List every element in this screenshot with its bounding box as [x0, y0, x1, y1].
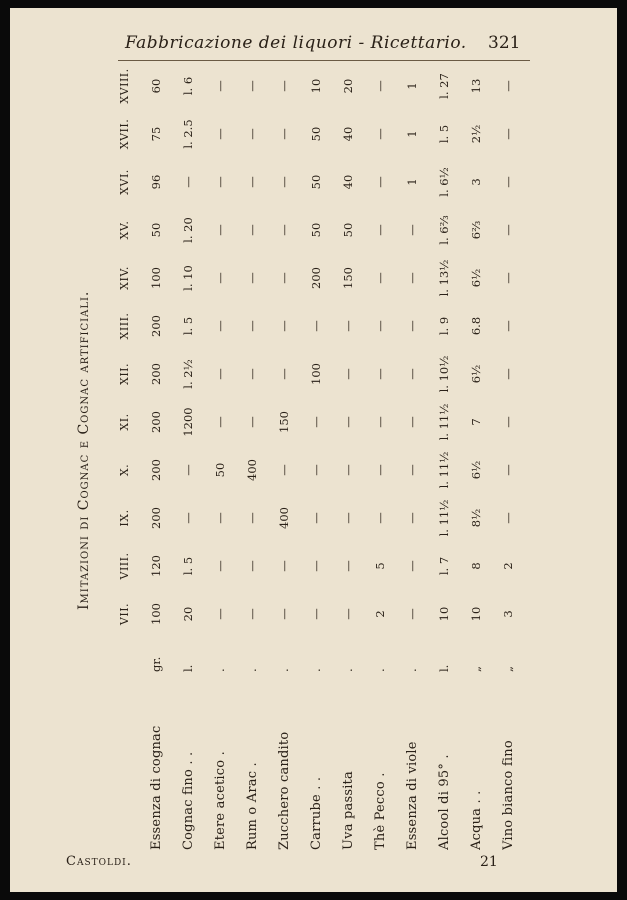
- quantity-cell: —: [405, 224, 419, 236]
- quantity-cell: —: [373, 176, 387, 188]
- ingredient-label: Essenza di viole: [404, 741, 420, 850]
- quantity-cell: —: [309, 464, 323, 476]
- quantity-cell: —: [277, 128, 291, 140]
- table-row: [492, 62, 524, 850]
- table-row: [172, 62, 204, 850]
- table-row: [140, 62, 172, 850]
- quantity-cell: —: [341, 320, 355, 332]
- ingredient-label: Etere acetico .: [212, 751, 228, 850]
- quantity-cell: 60: [149, 78, 163, 94]
- quantity-cell: —: [277, 608, 291, 620]
- quantity-cell: l. 10½: [437, 355, 451, 393]
- quantity-cell: —: [245, 128, 259, 140]
- quantity-cell: —: [213, 416, 227, 428]
- table-row: [364, 62, 396, 850]
- quantity-cell: 50: [341, 222, 355, 238]
- table-row: [204, 62, 236, 850]
- table-row: [332, 62, 364, 850]
- unit-cell: .: [245, 668, 259, 672]
- quantity-cell: —: [501, 464, 515, 476]
- quantity-cell: —: [373, 512, 387, 524]
- quantity-cell: —: [341, 464, 355, 476]
- quantity-cell: —: [501, 368, 515, 380]
- quantity-cell: 2: [373, 610, 387, 618]
- quantity-cell: —: [213, 80, 227, 92]
- quantity-cell: l. 27: [437, 73, 451, 99]
- column-header: XIV.: [117, 266, 131, 290]
- unit-cell: .: [309, 668, 323, 672]
- ingredient-label: Acqua . .: [468, 790, 484, 850]
- table-row: [460, 62, 492, 850]
- column-header: XII.: [117, 362, 131, 386]
- quantity-cell: l. 6⅔: [437, 215, 451, 245]
- quantity-cell: 20: [181, 606, 195, 622]
- quantity-cell: —: [245, 272, 259, 284]
- column-header: VII.: [117, 602, 131, 626]
- quantity-cell: —: [213, 368, 227, 380]
- unit-cell: l.: [181, 664, 195, 672]
- quantity-cell: —: [341, 608, 355, 620]
- quantity-cell: —: [341, 368, 355, 380]
- quantity-cell: 50: [213, 462, 227, 478]
- quantity-cell: —: [405, 464, 419, 476]
- quantity-cell: 13: [469, 78, 483, 94]
- column-header: XV.: [117, 220, 131, 240]
- quantity-cell: —: [245, 80, 259, 92]
- quantity-cell: —: [501, 416, 515, 428]
- quantity-cell: l. 7: [437, 556, 451, 576]
- quantity-cell: 10: [309, 78, 323, 94]
- quantity-cell: 50: [309, 222, 323, 238]
- ingredient-label: Cognac fino . .: [180, 751, 196, 850]
- quantity-cell: 1200: [181, 407, 195, 437]
- unit-cell: gr.: [149, 656, 163, 672]
- quantity-cell: 150: [277, 411, 291, 433]
- footer-signature: 21: [480, 854, 498, 870]
- column-header: VIII.: [117, 552, 131, 580]
- quantity-cell: 200: [149, 363, 163, 385]
- quantity-cell: —: [501, 176, 515, 188]
- quantity-cell: —: [245, 560, 259, 572]
- quantity-cell: l. 5: [437, 124, 451, 144]
- quantity-cell: l. 6: [181, 76, 195, 96]
- quantity-cell: 200: [149, 507, 163, 529]
- quantity-cell: l. 9: [437, 316, 451, 336]
- quantity-cell: 50: [149, 222, 163, 238]
- quantity-cell: —: [213, 560, 227, 572]
- page-number: 321: [488, 33, 521, 53]
- quantity-cell: l. 11½: [437, 499, 451, 537]
- running-title: Fabbricazione dei liquori - Ricettario.: [125, 33, 467, 53]
- quantity-cell: —: [245, 416, 259, 428]
- table-heading: Imitazioni di Cognac e Cognac artificiali.: [76, 290, 92, 610]
- quantity-cell: —: [373, 80, 387, 92]
- table-row: [268, 62, 300, 850]
- quantity-cell: —: [181, 176, 195, 188]
- quantity-cell: 1: [405, 178, 419, 186]
- footer-publisher: Castoldi.: [66, 854, 132, 869]
- recipe-table: [108, 62, 524, 850]
- ingredient-label: Rum o Arac .: [244, 762, 260, 850]
- quantity-cell: 20: [341, 78, 355, 94]
- column-header: XVI.: [117, 169, 131, 195]
- quantity-cell: —: [277, 224, 291, 236]
- quantity-cell: —: [405, 272, 419, 284]
- quantity-cell: —: [373, 464, 387, 476]
- quantity-cell: —: [501, 128, 515, 140]
- ingredient-label: Carrube . .: [308, 776, 324, 850]
- quantity-cell: 200: [309, 267, 323, 289]
- quantity-cell: —: [277, 320, 291, 332]
- table-row: [300, 62, 332, 850]
- header-blank: [108, 638, 140, 672]
- quantity-cell: —: [245, 176, 259, 188]
- quantity-cell: —: [309, 512, 323, 524]
- unit-cell: „: [501, 666, 515, 672]
- table-row: [428, 62, 460, 850]
- quantity-cell: —: [213, 224, 227, 236]
- table-row: [396, 62, 428, 850]
- quantity-cell: 6½: [469, 268, 483, 288]
- quantity-cell: —: [373, 224, 387, 236]
- quantity-cell: l. 11½: [437, 451, 451, 489]
- quantity-cell: 3: [469, 178, 483, 186]
- quantity-cell: 2: [501, 562, 515, 570]
- quantity-cell: 10: [437, 606, 451, 622]
- unit-cell: .: [277, 668, 291, 672]
- quantity-cell: 1: [405, 130, 419, 138]
- quantity-cell: —: [277, 272, 291, 284]
- rotated-table-block: [68, 50, 538, 850]
- quantity-cell: l. 5: [181, 556, 195, 576]
- quantity-cell: 100: [149, 267, 163, 289]
- quantity-cell: 8½: [469, 508, 483, 528]
- quantity-cell: —: [405, 512, 419, 524]
- quantity-cell: 75: [149, 126, 163, 142]
- quantity-cell: l. 6½: [437, 167, 451, 197]
- quantity-cell: l. 2.5: [181, 119, 195, 149]
- quantity-cell: —: [309, 416, 323, 428]
- quantity-cell: —: [213, 272, 227, 284]
- quantity-cell: l. 11½: [437, 403, 451, 441]
- quantity-cell: —: [245, 512, 259, 524]
- ingredient-label: Vino bianco fino: [500, 740, 516, 850]
- quantity-cell: —: [373, 320, 387, 332]
- table-header-row: [108, 62, 140, 850]
- quantity-cell: —: [501, 320, 515, 332]
- ingredient-label: Alcool di 95° .: [436, 754, 452, 850]
- quantity-cell: —: [213, 512, 227, 524]
- table-row: [236, 62, 268, 850]
- quantity-cell: l. 10: [181, 265, 195, 291]
- quantity-cell: 50: [309, 126, 323, 142]
- quantity-cell: 5: [373, 562, 387, 570]
- quantity-cell: —: [213, 608, 227, 620]
- quantity-cell: —: [277, 176, 291, 188]
- unit-cell: .: [405, 668, 419, 672]
- quantity-cell: 6½: [469, 460, 483, 480]
- ingredient-label: Uva passita: [340, 771, 356, 850]
- quantity-cell: —: [277, 368, 291, 380]
- quantity-cell: —: [501, 272, 515, 284]
- quantity-cell: —: [309, 560, 323, 572]
- quantity-cell: —: [405, 560, 419, 572]
- quantity-cell: 1: [405, 82, 419, 90]
- quantity-cell: l. 2½: [181, 359, 195, 389]
- quantity-cell: —: [341, 416, 355, 428]
- quantity-cell: 50: [309, 174, 323, 190]
- quantity-cell: —: [213, 176, 227, 188]
- unit-cell: .: [373, 668, 387, 672]
- quantity-cell: —: [373, 416, 387, 428]
- quantity-cell: 100: [309, 363, 323, 385]
- quantity-cell: 96: [149, 174, 163, 190]
- quantity-cell: —: [373, 272, 387, 284]
- ingredient-label: Essenza di cognac: [148, 725, 164, 850]
- quantity-cell: 150: [341, 267, 355, 289]
- quantity-cell: 200: [149, 411, 163, 433]
- quantity-cell: —: [245, 608, 259, 620]
- quantity-cell: 6½: [469, 364, 483, 384]
- quantity-cell: 200: [149, 459, 163, 481]
- quantity-cell: 3: [501, 610, 515, 618]
- quantity-cell: —: [213, 320, 227, 332]
- quantity-cell: 2½: [469, 124, 483, 144]
- column-header: XI.: [117, 413, 131, 431]
- quantity-cell: —: [181, 512, 195, 524]
- quantity-cell: 6.8: [469, 316, 483, 336]
- header-blank: [108, 672, 140, 850]
- quantity-cell: —: [245, 368, 259, 380]
- quantity-cell: 120: [149, 555, 163, 577]
- quantity-cell: 6⅔: [469, 220, 483, 240]
- quantity-cell: —: [405, 608, 419, 620]
- quantity-cell: —: [277, 464, 291, 476]
- quantity-cell: —: [373, 368, 387, 380]
- quantity-cell: —: [373, 128, 387, 140]
- quantity-cell: —: [501, 80, 515, 92]
- column-header: XIII.: [117, 312, 131, 340]
- quantity-cell: —: [501, 224, 515, 236]
- quantity-cell: 40: [341, 126, 355, 142]
- quantity-cell: l. 20: [181, 217, 195, 243]
- column-header: XVIII.: [117, 68, 131, 104]
- quantity-cell: —: [309, 608, 323, 620]
- quantity-cell: —: [341, 560, 355, 572]
- unit-cell: l.: [437, 664, 451, 672]
- quantity-cell: —: [245, 320, 259, 332]
- ingredient-label: Thè Pecco .: [372, 772, 388, 850]
- quantity-cell: —: [501, 512, 515, 524]
- unit-cell: .: [341, 668, 355, 672]
- quantity-cell: —: [213, 128, 227, 140]
- ingredient-label: Zucchero candito: [276, 731, 292, 850]
- quantity-cell: —: [405, 320, 419, 332]
- quantity-cell: 200: [149, 315, 163, 337]
- quantity-cell: 10: [469, 606, 483, 622]
- quantity-cell: —: [245, 224, 259, 236]
- quantity-cell: 400: [277, 507, 291, 529]
- quantity-cell: —: [277, 80, 291, 92]
- column-header: IX.: [117, 509, 131, 527]
- quantity-cell: —: [309, 320, 323, 332]
- quantity-cell: 100: [149, 603, 163, 625]
- quantity-cell: —: [277, 560, 291, 572]
- table-body: [140, 62, 524, 850]
- quantity-cell: —: [341, 512, 355, 524]
- quantity-cell: 8: [469, 562, 483, 570]
- quantity-cell: —: [181, 464, 195, 476]
- quantity-cell: l. 13½: [437, 259, 451, 297]
- book-page: [10, 8, 617, 892]
- quantity-cell: 400: [245, 459, 259, 481]
- quantity-cell: 40: [341, 174, 355, 190]
- column-header: XVII.: [117, 118, 131, 150]
- unit-cell: „: [469, 666, 483, 672]
- quantity-cell: —: [405, 416, 419, 428]
- quantity-cell: l. 5: [181, 316, 195, 336]
- unit-cell: .: [213, 668, 227, 672]
- quantity-cell: 7: [469, 418, 483, 426]
- column-header: X.: [117, 463, 131, 477]
- quantity-cell: —: [405, 368, 419, 380]
